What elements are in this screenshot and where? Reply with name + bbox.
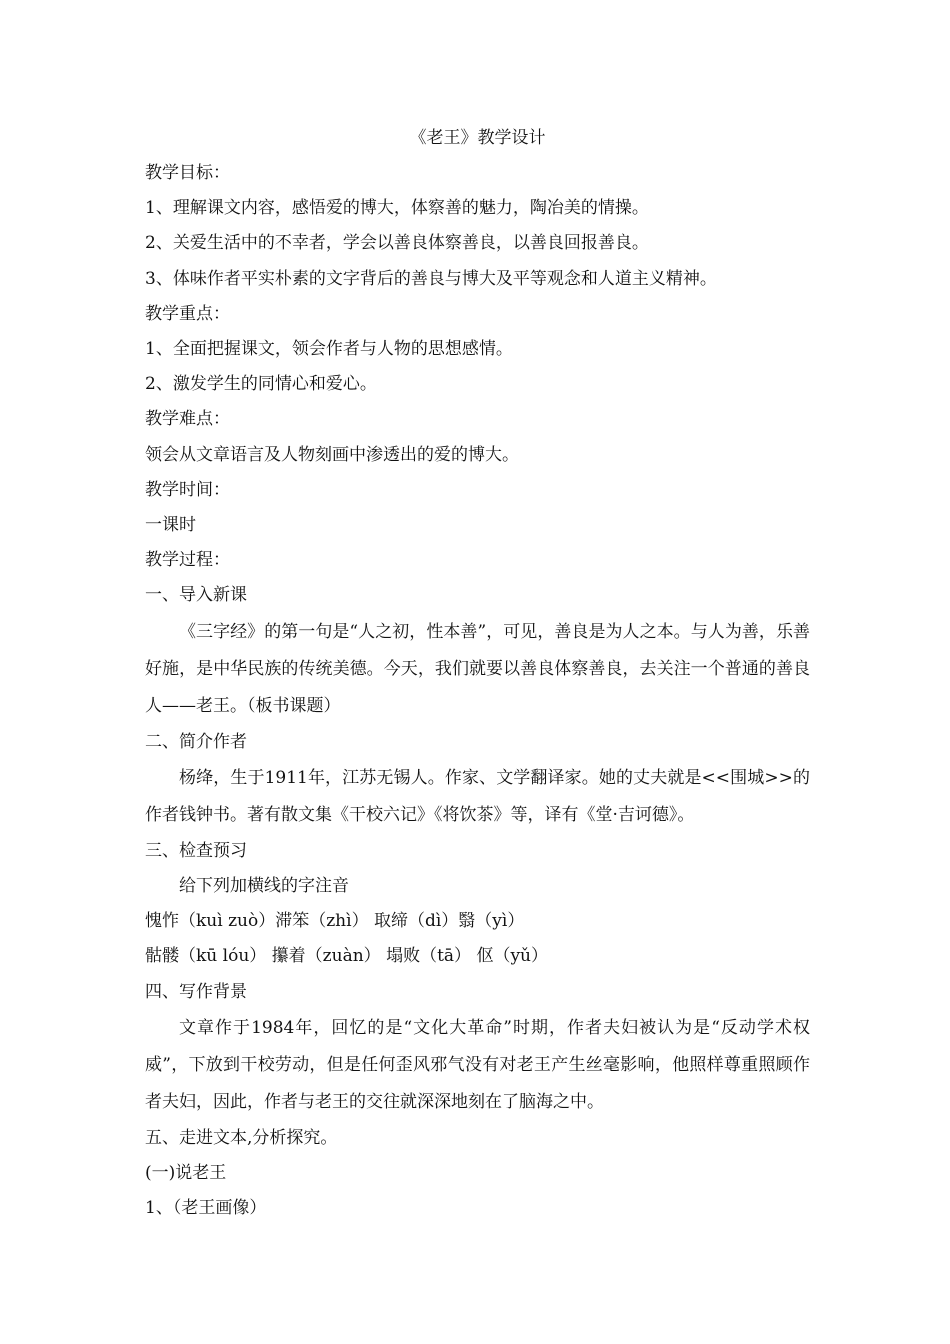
list-item: 1、（老王画像） xyxy=(145,1198,267,1219)
document-body xyxy=(145,120,810,1226)
pinyin-line: 愧怍（kuì zuò）滞笨（zhì） 取缔（dì）翳（yì） xyxy=(145,911,525,932)
section-paragraph: 《三字经》的第一句是“人之初，性本善”，可见，善良是为人之本。与人为善，乐善好施，是中华民族的传统美德。今天，我们就要以善良体察善良，去关注一个普通的善良人——老王。（板书课题） xyxy=(145,621,810,716)
section-heading: 二、简介作者 xyxy=(145,731,247,752)
section-heading: 一、导入新课 xyxy=(145,585,247,606)
process-heading: 教学过程： xyxy=(145,550,230,571)
key-point-item: 1、全面把握课文，领会作者与人物的思想感情。 xyxy=(145,339,513,360)
document-title: 《老王》教学设计 xyxy=(409,128,546,148)
sub-heading: (一)说老王 xyxy=(145,1163,227,1184)
difficulties-text: 领会从文章语言及人物刻画中渗透出的爱的博大。 xyxy=(145,444,519,465)
section-heading: 三、检查预习 xyxy=(145,840,247,861)
key-points-heading: 教学重点： xyxy=(145,303,230,324)
time-heading: 教学时间： xyxy=(145,479,230,500)
key-point-item: 2、激发学生的同情心和爱心。 xyxy=(145,374,377,395)
time-text: 一课时 xyxy=(145,515,196,536)
objective-item: 1、理解课文内容，感悟爱的博大，体察善的魅力，陶冶美的情操。 xyxy=(145,198,649,219)
section-heading: 五、走进文本,分析探究。 xyxy=(145,1127,338,1148)
section-heading: 四、写作背景 xyxy=(145,981,247,1002)
preview-instruction: 给下列加横线的字注音 xyxy=(179,876,349,897)
objective-item: 2、关爱生活中的不幸者，学会以善良体察善良，以善良回报善良。 xyxy=(145,233,649,254)
difficulties-heading: 教学难点： xyxy=(145,409,230,430)
section-paragraph: 文章作于1984年，回忆的是“文化大革命”时期，作者夫妇被认为是“反动学术权威”，下放到干校劳动，但是任何歪风邪气没有对老王产生丝毫影响，他照样尊重照顾作者夫妇，因此，作者与老王的交往就深深地刻在了脑海之中。 xyxy=(145,1017,810,1112)
section-paragraph: 杨绛，生于1911年，江苏无锡人。作家、文学翻译家。她的丈夫就是<<围城>>的作者钱钟书。著有散文集《干校六记》《将饮茶》等，译有《堂·吉诃德》。 xyxy=(145,767,810,825)
objectives-heading: 教学目标： xyxy=(145,163,230,183)
objective-item: 3、体味作者平实朴素的文字背后的善良与博大及平等观念和人道主义精神。 xyxy=(145,268,717,289)
pinyin-line: 骷髅（kū lóu） 攥着（zuàn） 塌败（tā） 伛（yǔ） xyxy=(145,946,548,967)
